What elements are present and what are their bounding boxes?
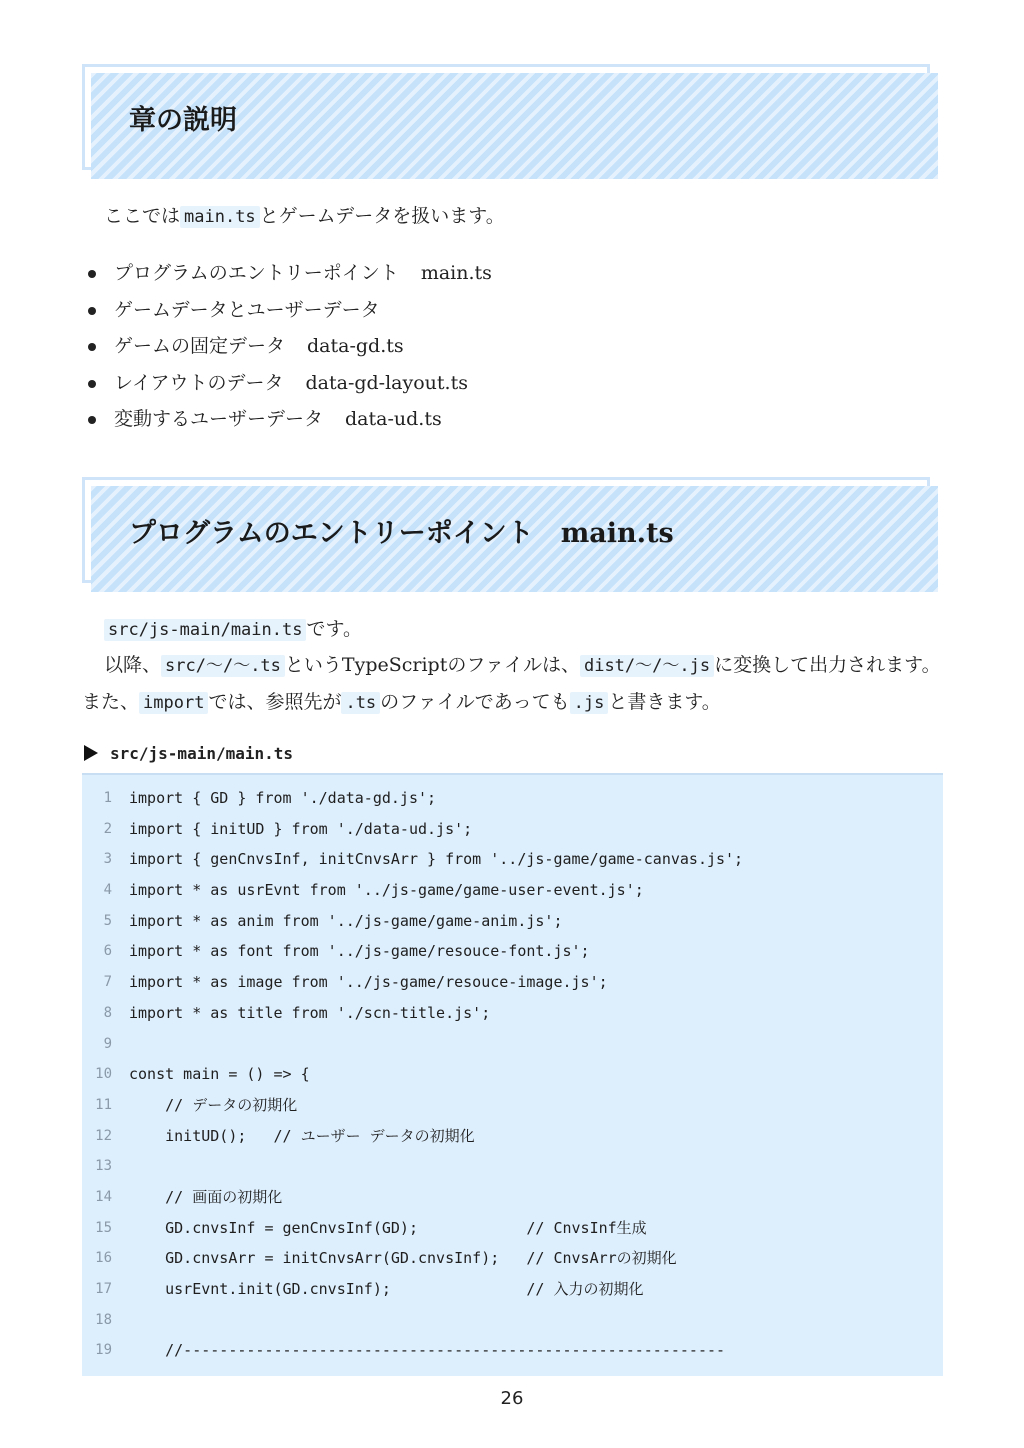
path-paragraph: src/js-main/main.ts です。: [82, 611, 944, 648]
page-number: 26: [500, 1388, 524, 1409]
file-label-text: src/js-main/main.ts: [110, 744, 294, 763]
heading-title: 章の説明: [129, 105, 237, 136]
code-text: import { GD } from './data-gd.js';: [129, 789, 437, 807]
code-line: [82, 1151, 943, 1182]
bullet-list: [82, 255, 492, 438]
line-number: 10: [95, 1066, 112, 1083]
code-text: import * as anim from '../js-game/game-anim.js';: [129, 911, 563, 930]
code-line: [82, 1182, 943, 1213]
list-item: ゲームデータとユーザーデータ: [82, 292, 492, 329]
code-line: [82, 1029, 943, 1060]
intro-text: ここでは: [104, 205, 181, 227]
code-text: import { initUD } from './data-ud.js';: [129, 819, 473, 838]
triangle-right-icon: [84, 745, 98, 761]
code-text: import { genCnvsInf, initCnvsArr } from '../js-game/game-canvas.js';: [129, 850, 744, 869]
line-number: 18: [95, 1311, 112, 1328]
code-line: [82, 875, 943, 906]
code-line: [82, 1335, 943, 1366]
code-line: [82, 1090, 943, 1121]
line-number: 4: [103, 882, 112, 899]
code-line: [82, 1213, 943, 1244]
line-number: 8: [103, 1004, 112, 1021]
code-text: import * as image from '../js-game/resouce-image.js';: [129, 973, 608, 992]
code-text: //------------------------------------------------------------: [129, 1341, 726, 1360]
line-number: 14: [95, 1188, 112, 1205]
code-line: [82, 1121, 943, 1152]
code-line: [82, 844, 943, 875]
code-line: [82, 967, 943, 998]
code-text: usrEvnt.init(GD.cnvsInf); // 入力の初期化: [129, 1280, 644, 1298]
inline-code: import: [139, 692, 208, 714]
line-number: 3: [103, 851, 112, 868]
list-item: ゲームの固定データ data-gd.ts: [82, 328, 492, 365]
line-number: 16: [95, 1250, 112, 1267]
code-text: GD.cnvsArr = initCnvsArr(GD.cnvsInf); // CnvsArrの初期化: [129, 1249, 677, 1268]
code-text: GD.cnvsInf = genCnvsInf(GD); // CnvsInf生成: [129, 1218, 647, 1237]
code-text: import * as font from '../js-game/resouce-font.js';: [129, 942, 590, 961]
code-line: [82, 1059, 943, 1090]
code-line: [82, 783, 943, 814]
list-item: 変動するユーザーデータ data-ud.ts: [82, 401, 492, 438]
code-text: initUD(); // ユーザー データの初期化: [129, 1126, 475, 1145]
explanation-paragraph: 以降、 src/〜/〜.ts というTypeScriptのファイルは、 dist/〜/〜.js に変換して出力されます。また、 import では、参照先が .ts のファイルであっても .js と書きます。: [82, 654, 941, 713]
line-number: 9: [103, 1035, 112, 1052]
code-file-label: [84, 740, 293, 768]
code-text: // データの初期化: [129, 1095, 298, 1114]
code-text: import * as title from './scn-title.js';: [129, 1003, 491, 1022]
line-number: 1: [103, 790, 112, 806]
heading-title: プログラムのエントリーポイント main.ts: [129, 518, 674, 549]
code-line: [82, 1243, 943, 1274]
line-number: 7: [103, 974, 112, 991]
line-number: 15: [95, 1219, 112, 1236]
intro-paragraph: [82, 198, 944, 235]
code-text: import * as usrEvnt from '../js-game/game-user-event.js';: [129, 881, 644, 900]
inline-code: dist/〜/〜.js: [580, 655, 714, 677]
inline-code: src/js-main/main.ts: [104, 619, 306, 641]
inline-code: .js: [570, 692, 609, 714]
code-block: [82, 773, 943, 1376]
code-line: [82, 1274, 943, 1305]
code-line: [82, 906, 943, 937]
line-number: 6: [103, 943, 112, 960]
intro-text: とゲームデータを扱います。: [259, 205, 505, 227]
inline-code: src/〜/〜.ts: [161, 655, 285, 677]
code-text: // 画面の初期化: [129, 1187, 283, 1206]
section-heading-chapter-description: [82, 64, 940, 178]
code-line: [82, 1305, 943, 1336]
inline-code: main.ts: [180, 206, 260, 228]
code-text: const main = () => {: [129, 1065, 310, 1084]
list-item: レイアウトのデータ data-gd-layout.ts: [82, 365, 492, 402]
line-number: 11: [95, 1096, 112, 1113]
inline-code: .ts: [341, 692, 380, 714]
code-line: [82, 998, 943, 1029]
line-number: 5: [103, 912, 112, 929]
code-line: [82, 936, 943, 967]
line-number: 19: [95, 1342, 112, 1359]
line-number: 12: [95, 1127, 112, 1144]
section-heading-entry-point: [82, 477, 940, 591]
line-number: 13: [95, 1158, 112, 1175]
code-line: [82, 814, 943, 845]
line-number: 17: [95, 1281, 112, 1297]
line-number: 2: [103, 820, 112, 837]
list-item: プログラムのエントリーポイント main.ts: [82, 255, 492, 292]
